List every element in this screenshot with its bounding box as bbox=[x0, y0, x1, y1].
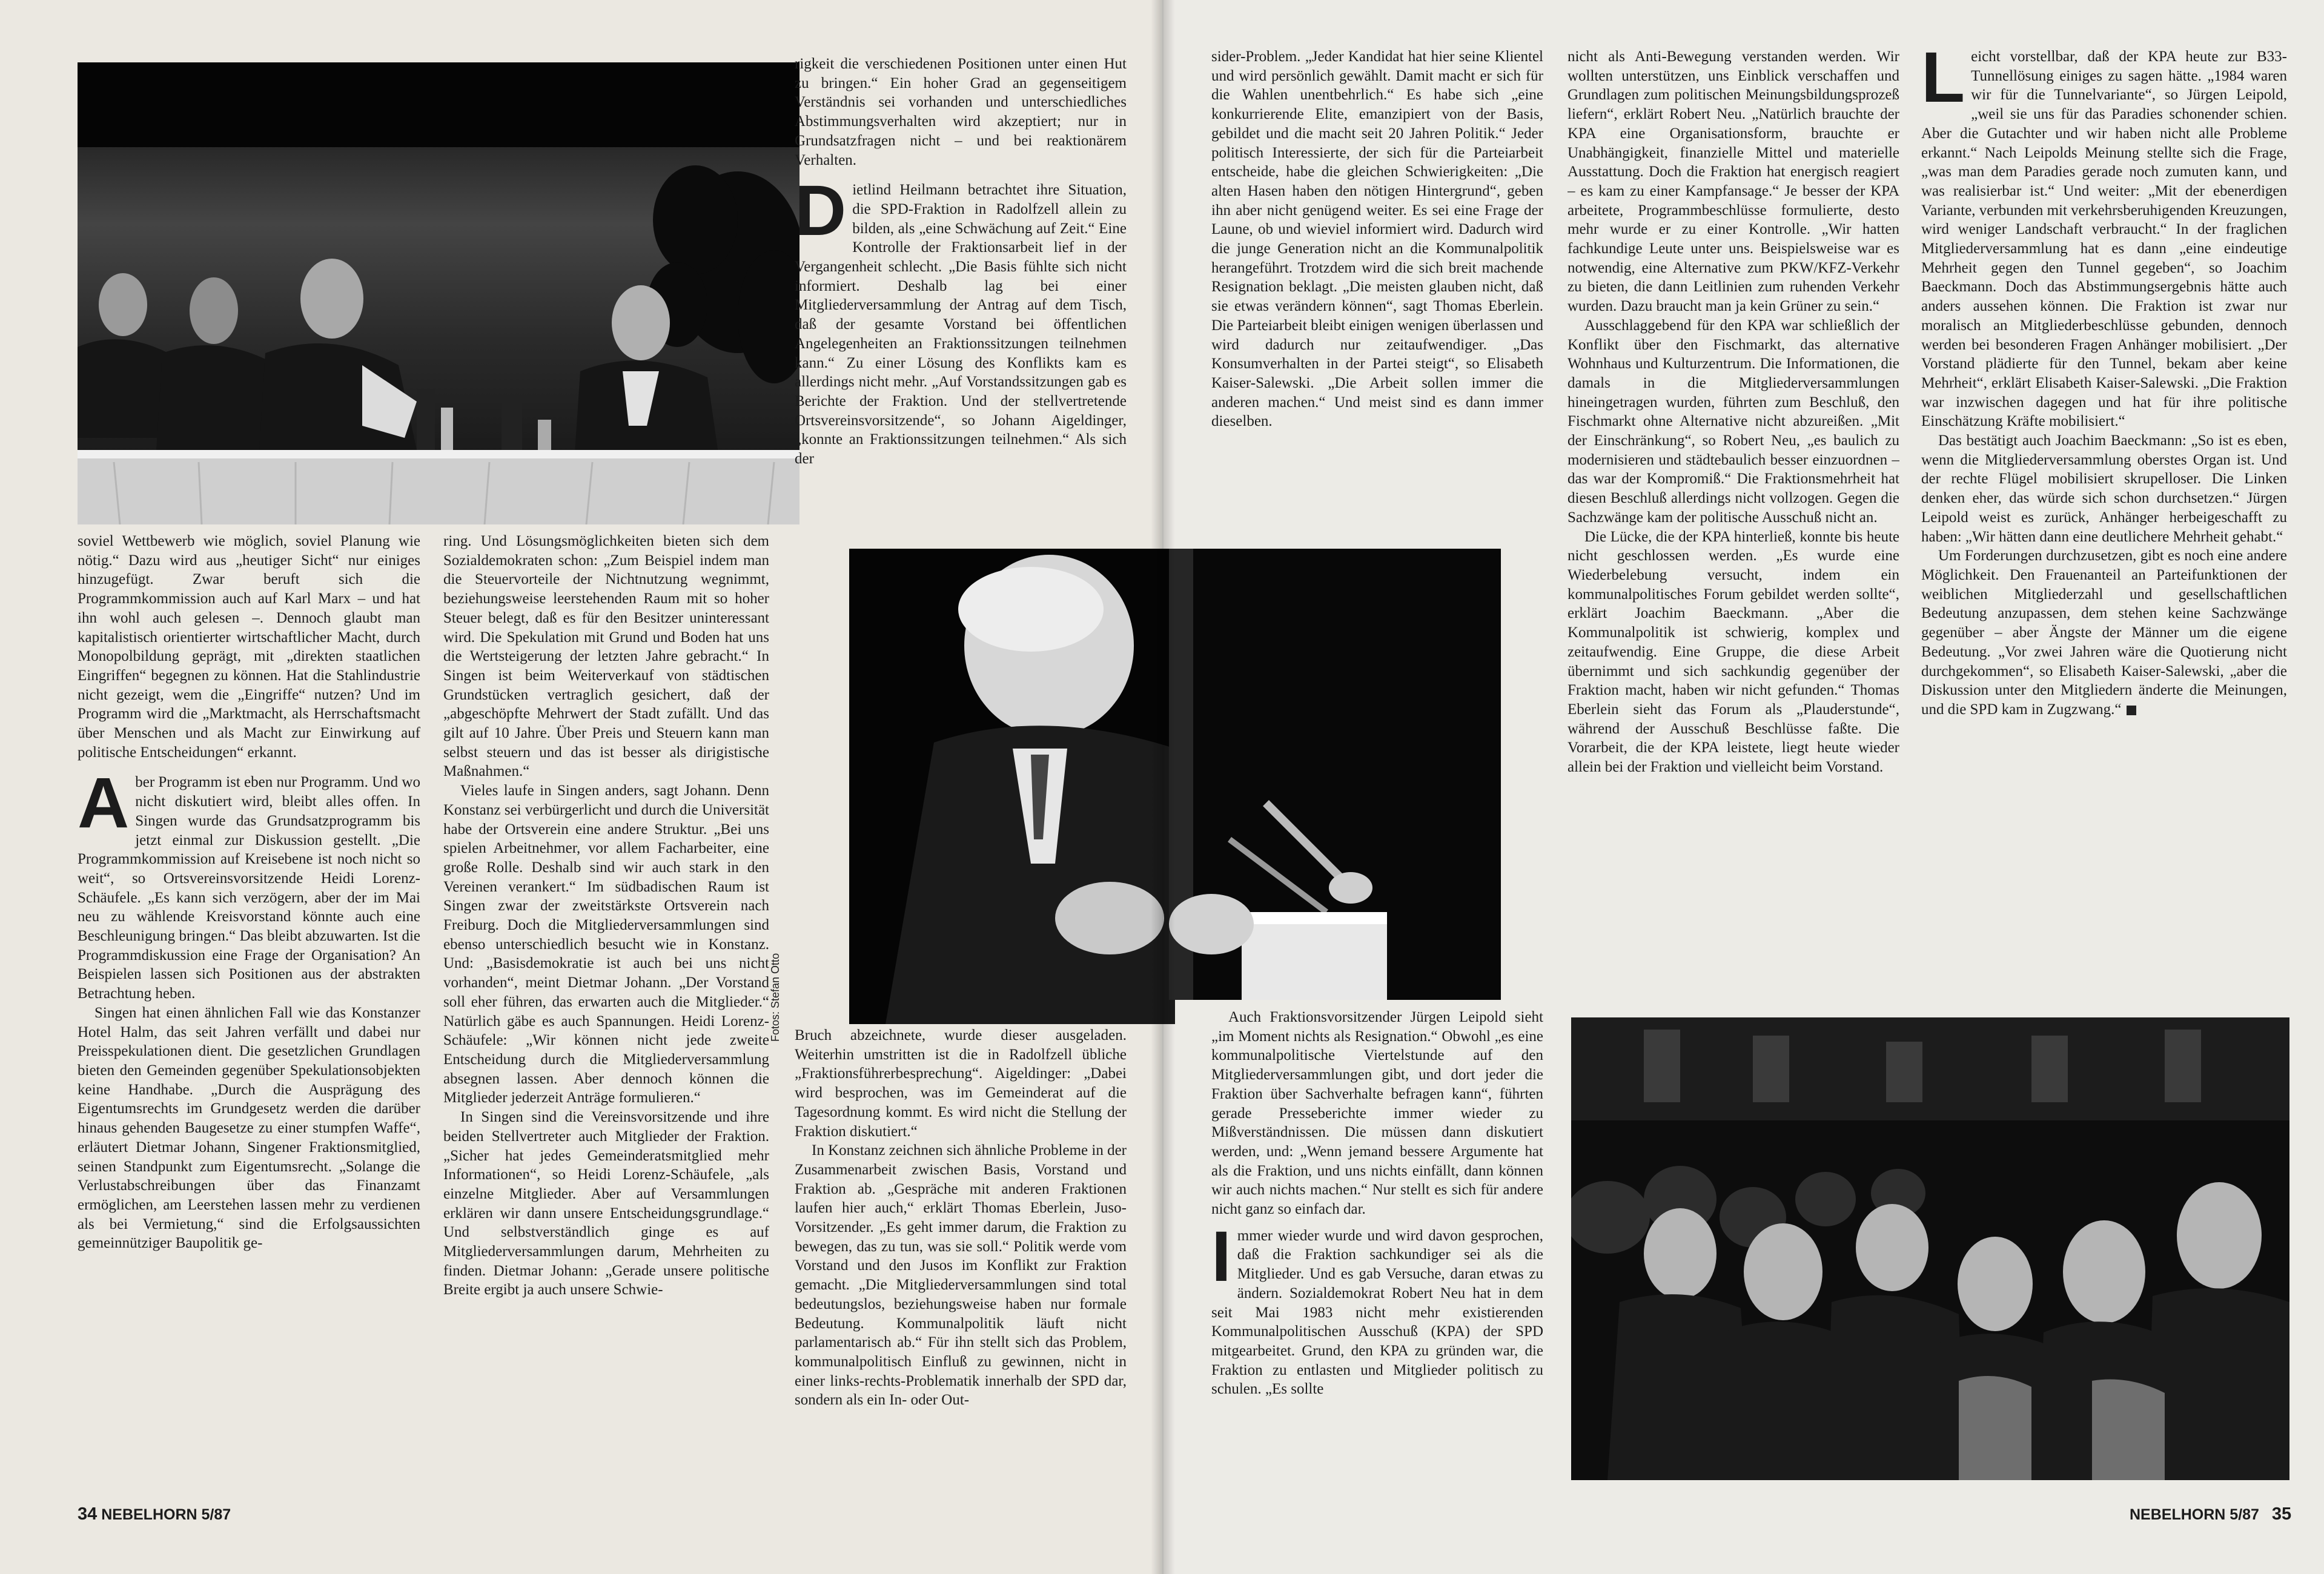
panel-photo bbox=[78, 62, 799, 524]
paragraph-text: Um Forderungen durchzusetzen, gibt es noch eine andere Möglichkeit. Den Frauenanteil an Parteifunktionen der weiblichen Mitgliederzahl und gesellschaftlichen Bedeutung anzupassen, dem stehen keine Sachzwänge gegenüber – aber Ängste der Männer um die eigene Bedeutung. „Vor zwei Jahren wäre die Quotierung nicht durchgekommen“, so Elisabeth Kaiser-Salewski, „aber die Diskussion unter den Mitgliedern änderte die Meinungen, und die SPD kam in Zugzwang.“ bbox=[1921, 547, 2287, 718]
paragraph-text: ietlind Heilmann betrachtet ihre Situation, die SPD-Fraktion in Radolfzell allein zu bilden, als „eine Schwächung auf Zeit.“ Eine Kontrolle der Fraktionsarbeit lief in der Vergangenheit schlecht. „Die Basis fühlte sich nicht informiert. Deshalb lag bei einer Mitgliederversammlung der Antrag auf dem Tisch, daß der gesamte Vorstand bei öffentlichen Angelegenheiten an Fraktionssitzungen teilnehmen kann.“ Zu einer Lösung des Konflikts kam es allerdings nicht mehr. „Auf Vorstandssitzungen gab es Berichte der Fraktion. Und der stellvertretende Ortsvereinsvorsitzende“, so Johann Aigeldinger, „konnte an Fraktionssitzungen teilnehmen.“ Als sich der bbox=[795, 182, 1127, 468]
drop-cap: D bbox=[795, 171, 847, 251]
paragraph: nicht als Anti-Bewegung verstanden werden. Wir wollten unterstützen, uns Einblick verschaffen und Grundlagen zum politischen Meinungsbildungsprozeß liefern“, erklärt Robert Neu. „Natürlich brauchte der KPA eine Organisationsform, brauchte er Unabhängigkeit, finanzielle Mittel und materielle Ausstattung. Doch die Fraktion hat energisch reagiert – es kam zu einer Kampfansage.“ Je besser der KPA arbeitete, Programmbeschlüsse formulierte, desto mehr wurde er zu einer Kontrolle. „Wir hatten fachkundige Leute unter uns. Beispielsweise war es notwendig, eine Alternative zum PKW/KFZ-Verkehr zu bieten, die dann Leitlinien zum ruhenden Verkehr wurden. Dazu braucht man ja kein Grüner zu sein.“ bbox=[1568, 48, 1899, 315]
right-page-footer bbox=[2130, 1504, 2291, 1524]
paragraph: sider-Problem. „Jeder Kandidat hat hier seine Klientel und wird persönlich gewählt. Damit macht er sich für die Wahlen unentbehrlich.“ Es habe sich „eine konkurrierende Elite, emanzipiert von der Basis, gebildet und die macht seit 20 Jahren Politik.“ Jeder politisch Interessierte, der sich für die Parteiarbeit entscheide, habe die gleichen Schwierigkeiten: „Die alten Hasen haben den nötigen Hintergrund“, geben ihn aber nicht genügend weiter. Es sei eine Frage der Laune, ob und wieviel informiert wird. Dadurch wird die junge Generation nicht an die Kommunalpolitik herangeführt. Trotzdem wird die sich breit machende Resignation beklagt. „Die meisten glauben nicht, daß sie etwas verändern können“, sagt Thomas Eberlein. Die Parteiarbeit bleibt einigen wenigen überlassen und wird dadurch nur zeitaufwendiger. „Das Konsumverhalten in der Partei steigt“, so Elisabeth Kaiser-Salewski. „Die Arbeit sollen immer die anderen machen.“ Und meist sind es dann immer dieselben. bbox=[1211, 48, 1543, 430]
paragraph-text: eicht vorstellbar, daß der KPA heute zur B33-Tunnellösung einiges zu sagen hätte. „1984 waren wir für die Tunnelvariante“, so Jürgen Leipold, „weil sie uns für das Paradies schonender schien. Aber die Gutachter und wir haben nicht alle Probleme erkannt.“ Nach Leipolds Meinung stellte sich die Frage, „was man dem Paradies gerade noch zumuten kann, und was realisierbar ist.“ Und weiter: „Mit der ebenerdigen Variante, verbunden mit verkehrsberuhigenden Kreuzungen, wird weniger Landschaft verbraucht.“ In der fraglichen Mitgliederversammlung hat es dann „eine eindeutige Mehrheit gegen den Tunnel gegeben“, so Joachim Baeckmann. Doch das Abstimmungsergebnis hätte auch anders aussehen können. Die Fraktion ist zwar nur moralisch an Mitgliederbeschlüsse gebunden, dennoch werden bei besonderen Fragen Anhänger mobilisiert. „Der Vorstand plädierte für den Tunnel, bekam aber keine Mehrheit“, erklärt Elisabeth Kaiser-Salewski. „Die Fraktion war inzwischen dagegen und hat für ihre politische Einschätzung Kräfte mobilisiert.“ bbox=[1921, 48, 2287, 430]
left-page-footer bbox=[78, 1504, 231, 1524]
end-mark-icon bbox=[2127, 706, 2136, 715]
drop-cap: L bbox=[1921, 47, 1965, 117]
paragraph-with-dropcap bbox=[1921, 47, 2287, 431]
paragraph: Vieles laufe in Singen anders, sagt Johann. Denn Konstanz sei verbürgerlicht und durch die Universität habe der Ortsverein eine andere Struktur. „Bei uns spielen Arbeitnehmer, vor allem Facharbeiter, eine große Rolle. Deshalb sind wir auch stark in den Vereinen verankert.“ Im südbadischen Raum ist Singen zwar der zweitstärkste Ortsverein nach Freiburg. Doch die Mitgliederversammlungen sind ebenso unterschiedlich besucht wie in Konstanz. Und: „Basisdemokratie ist auch bei uns nicht vorhanden“, meint Dietmar Johann. „Der Vorstand soll eher führen, das erwarten auch die Mitglieder.“ Natürlich gäbe es auch Spannungen. Heidi Lorenz-Schäufele: „Wir können nicht jede zweite Entscheidung durch die Mitgliederversammlung absegnen lassen. Aber dennoch können die Mitglieder jederzeit Anträge formulieren.“ bbox=[443, 782, 769, 1106]
issue: 5/87 bbox=[201, 1506, 231, 1523]
paragraph: Die Lücke, die der KPA hinterließ, konnte bis heute nicht geschlossen werden. „Es wurde eine Wiederbelebung versucht, indem ein kommunalpolitisches Forum gebildet werden sollte“, erklärt Joachim Baeckmann. „Aber die Kommunalpolitik ist schwierig, komplex und zeitaufwendig. Eine Gruppe, die diese Arbeit übernimmt und sich sachkundig gegenüber der Fraktion macht, haben wir nicht gefunden.“ Thomas Eberlein sieht das Forum als „Plauderstunde“, während der Ausschuß Beschlüsse faßte. Die Vorarbeit, die der KPA leistete, liegt heute wieder allein bei der Fraktion und vielleicht beim Vorstand. bbox=[1568, 528, 1899, 776]
audience-photo bbox=[1571, 1017, 2289, 1480]
paragraph-with-dropcap bbox=[78, 763, 420, 1003]
paragraph: Ausschlaggebend für den KPA war schließlich der Konflikt über den Fischmarkt, das alternative Wohnhaus und Kulturzentrum. Die Informationen, die damals in die Mitgliederversammlungen hineingetragen wurden, führten zum Beschluß, den Fischmarkt ohne Alternative nicht abzureißen. „Mit der Einschränkung“, so Robert Neu, „es baulich zu modernisieren und städtebaulich besser einzuordnen – das war der Kompromiß.“ Die Fraktionsmehrheit hat diesen Beschluß allerdings nicht vollzogen. Gegen die Sachzwänge kam der politische Ausschuß nicht an. bbox=[1568, 317, 1899, 526]
left-column-2 bbox=[443, 532, 769, 1501]
spine-gutter bbox=[1151, 0, 1175, 1574]
drop-cap: A bbox=[78, 763, 130, 844]
drop-cap: I bbox=[1211, 1216, 1231, 1297]
paragraph: Singen hat einen ähnlichen Fall wie das Konstanzer Hotel Halm, das seit Jahren verfällt und dabei nur Preisspekulationen dient. Die gesetzlichen Grundlagen bieten den Gemeinden gegenüber Spekulationsobjekten keine Handhabe. „Durch die Ausprägung des Eigentumsrechts im Grundgesetz werden die darüber hinaus gehenden Baugesetze zu einer stumpfen Waffe“, erläutert Dietmar Johann, Singener Fraktionsmitglied, seinen Standpunkt zum Eigentumsrecht. „Solange die Verlustabschreibungen über das Finanzamt ermöglichen, am Leerstehen lassen mehr zu verdienen als bei Vermietung,“ sind die Erfolgsaussichten gemeinnütziger Baupolitik ge- bbox=[78, 1004, 420, 1252]
speaker-photo-right bbox=[1169, 549, 1501, 1000]
paragraph bbox=[1921, 546, 2287, 719]
right-column-3 bbox=[1921, 47, 2287, 1010]
paragraph: Das bestätigt auch Joachim Baeckmann: „So ist es eben, wenn die Mitgliederversammlung oberstes Organ ist. Und der rechte Flügel mobilisiert skrupelloser. Die Linken denken eher, das würde sich schon durchsetzen.“ Jürgen Leipold weist es zurück, Anhänger herbeigeschafft zu haben: „Wir hätten dann eine deutlichere Mehrheit gehabt.“ bbox=[1921, 432, 2287, 545]
paragraph: In Konstanz zeichnen sich ähnliche Probleme in der Zusammenarbeit zwischen Basis, Vorstand und Fraktion ab. „Gespräche mit anderen Fraktionen laufen hier auch,“ erklärt Thomas Eberlein, Juso-Vorsitzender. „Es geht immer darum, die Fraktion zu bewegen, das zu tun, was sie soll.“ Politik werde vom Vorstand und den Jusos im Konflikt zur Fraktion gemacht. „Die Mitgliederversammlungen sind total bedeutungslos, beziehungsweise haben nur formale Bedeutung. Kommunalpolitik läuft nicht parlamentarisch ab.“ Für ihn stellt sich das Problem, kommunalpolitisch Einfluß zu gewinnen, nicht in einer links-rechts-Problematik innerhalb der SPD dar, sondern als ein In- oder Out- bbox=[795, 1142, 1127, 1409]
paragraph: rigkeit die verschiedenen Positionen unter einen Hut zu bringen.“ Ein hoher Grad an gegenseitigem Verständnis sei vorhanden und unterschiedliches Abstimmungsverhalten wird akzeptiert; nur in Grundsatzfragen nicht – und bei reaktionärem Verhalten. bbox=[795, 56, 1127, 168]
left-column-3-top bbox=[795, 55, 1127, 557]
paragraph: Bruch abzeichnete, wurde dieser ausgeladen. Weiterhin umstritten ist die in Radolfzell übliche „Fraktionsführerbesprechung“. Aigeldinger: „Dabei wird besprochen, was im Gemeinderat auf die Tagesordnung kommt. Es wird nicht die Stellung der Fraktion diskutiert.“ bbox=[795, 1027, 1127, 1140]
right-column-1-bottom bbox=[1211, 1008, 1543, 1498]
paragraph-with-dropcap bbox=[1211, 1216, 1543, 1399]
left-column-1 bbox=[78, 532, 420, 1501]
speaker-photo bbox=[849, 549, 1175, 1024]
paragraph: ring. Und Lösungsmöglichkeiten bieten sich dem Sozialdemokraten schon: „Zum Beispiel indem man die Steuervorteile der Nichtnutzung wegnimmt, beziehungsweise leerstehenden Raum mit so hoher Steuer belegt, daß es für den Besitzer uninteressant wird. Die Spekulation mit Grund und Boden hat uns die Wertsteigerung der letzten Jahre gebracht.“ In Singen ist beim Weiterverkauf von städtischen Grundstücken vertraglich gesichert, daß der „abgeschöpfte Mehrwert der Stadt zufällt. Und das gilt auf 10 Jahre. Über Preis und Steuern kann man selbst steuern und das ist besser als dirigistische Maßnahmen.“ bbox=[443, 533, 769, 780]
right-column-2 bbox=[1568, 47, 1899, 1010]
issue: 5/87 bbox=[2230, 1506, 2259, 1523]
page-number: 34 bbox=[78, 1504, 98, 1524]
photo-credit: Fotos: Stefan Otto bbox=[769, 953, 781, 1042]
paragraph: In Singen sind die Vereinsvorsitzende und ihre beiden Stellvertreter auch Mitglieder der Fraktion. „Sicher hat jedes Gemeinderatsmitglied mehr Informationen“, so Heidi Lorenz-Schäufele, „als einzelne Mitglieder. Aber auf Versammlungen erklären wir dann unsere Entscheidungsgrundlage.“ Und selbstverständlich ginge es auf Mitgliederversammlungen darum, Mehrheiten zu finden. Dietmar Johann: „Gerade unsere politische Breite ergibt ja auch unsere Schwie- bbox=[443, 1109, 769, 1298]
right-column-1-top bbox=[1211, 47, 1543, 538]
paragraph: Auch Fraktionsvorsitzender Jürgen Leipold sieht „im Moment nichts als Resignation.“ Obwohl „es eine kommunalpolitische Viertelstunde auf den Mitgliederversammlungen gibt, und dort jeder die Fraktion über Sachverhalte befragen kann“, führten gerade Presseberichte immer wieder zu Mißverständnissen. Die müssen dann diskutiert werden, und: „Wenn jemand bessere Argumente hat als die Fraktion, und uns nichts einfällt, dann können wir auch nichts machen.“ Nur stellt es sich für andere nicht ganz so einfach dar. bbox=[1211, 1009, 1543, 1218]
paragraph-text: ber Programm ist eben nur Programm. Und wo nicht diskutiert wird, bleibt alles offen. In Singen wurde das Grundsatzprogramm bis jetzt einmal zur Diskussion gestellt. „Die Programmkommission auf Kreisebene ist noch nicht so weit“, so Ortsvereinsvorsitzende Heidi Lorenz-Schäufele. „Es kann sich verzögern, aber der im Mai neu zu wählende Kreisvorstand könnte auch eine Beschleunigung bringen.“ Das bleibt abzuwarten. Ist die Programmdiskussion eine Frage der Organisation? An Beispielen lassen sich Positionen aus der abstrakten Betrachtung heben. bbox=[78, 774, 420, 1002]
page-number: 35 bbox=[2271, 1504, 2292, 1524]
paragraph-with-dropcap bbox=[795, 171, 1127, 469]
magazine-name: NEBELHORN bbox=[2130, 1506, 2226, 1523]
left-column-3-bottom bbox=[795, 1026, 1127, 1504]
paragraph: soviel Wettbewerb wie möglich, soviel Planung wie nötig.“ Dazu wird aus „heutiger Sicht“ nur einiges hinzugefügt. Zwar beruft sich die Programmkommission auch auf Karl Marx – und hat ihn wohl auch gelesen –. Dennoch glaubt man kapitalistisch orientierter wirtschaftlicher Macht, durch Monopolbildung geprägt, mit „direkten staatlichen Eingriffen“ begegnen zu können. Hat die Stahlindustrie nicht gezeigt, wem die „Eingriffe“ nutzen? Und im Programm wird die „Marktmacht, als Herrschaftsmacht über Menschen und als Macht zur Einwirkung auf politische Entscheidungen“ erkannt. bbox=[78, 533, 420, 761]
paragraph-text: mmer wieder wurde und wird davon gesprochen, daß die Fraktion sachkundiger sei als die Mitglieder. Und es gab Versuche, daran etwas zu ändern. Sozialdemokrat Robert Neu hat in dem seit Mai 1983 nicht mehr existierenden Kommunalpolitischen Ausschuß (KPA) der SPD mitgearbeitet. Grund, den KPA zu gründen war, die Fraktion zu entlasten und Mitglieder politisch zu schulen. „Es sollte bbox=[1211, 1227, 1543, 1398]
magazine-name: NEBELHORN bbox=[101, 1506, 197, 1523]
